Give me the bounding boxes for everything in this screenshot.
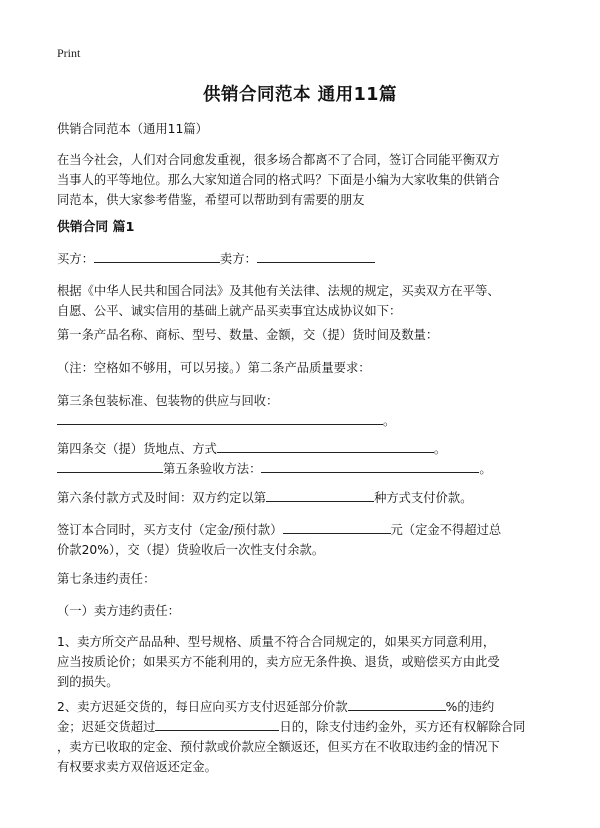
penalty-rate-blank — [348, 697, 446, 711]
document-title: 供销合同范本 通用11篇 — [203, 85, 397, 105]
article-6 — [57, 488, 551, 508]
item-line: 有权要求卖方双倍返还定金。 — [57, 760, 217, 774]
item-line: 1、卖方所交产品品种、型号规格、质量不符合合同规定的，如果买方同意利用， — [57, 635, 496, 649]
article-7: 第七条违约责任： — [57, 572, 156, 586]
item-2-delay-tail: 日的，除支付违约金外，买方还有权解除合同 — [279, 720, 526, 734]
preamble-paragraph — [57, 281, 551, 321]
seller-blank — [257, 249, 375, 263]
item-line: 到的损失。 — [57, 675, 119, 689]
punctuation: 。 — [383, 414, 396, 428]
intro-line: 同范本，供大家参考借鉴，希望可以帮助到有需要的朋友 — [57, 193, 365, 207]
article-5-label: 第五条验收方法： — [163, 462, 262, 476]
article-6-label: 第六条付款方式及时间：双方约定以第 — [57, 491, 267, 505]
seller-liability-heading: （一）卖方违约责任： — [57, 604, 180, 618]
buyer-label: 买方： — [57, 252, 94, 266]
payment-method-blank — [266, 488, 374, 502]
article-4-blank — [217, 439, 434, 453]
deposit-blank — [283, 520, 391, 534]
article-1: 第一条产品名称、商标、型号、数量、金额，交（提）货时间及数量： — [57, 328, 439, 342]
preamble-line: 根据《中华人民共和国合同法》及其他有关法律、法规的规定，买卖双方在平等、 — [57, 284, 500, 298]
intro-line: 当事人的平等地位。那么大家知道合同的格式吗？下面是小编为大家收集的供销合 — [57, 173, 500, 187]
item-2-tail: %的违约 — [445, 700, 495, 714]
signing-tail: 元（定金不得超过总 — [390, 523, 502, 537]
signing-label: 签订本合同时，买方支付（定金/预付款） — [57, 523, 283, 537]
section-heading: 供销合同 篇1 — [57, 220, 135, 235]
buyer-blank — [94, 249, 220, 263]
article-6-tail: 种方式支付价款。 — [374, 491, 473, 505]
preamble-line: 自愿、公平、诚实信用的基础上就产品买卖事宜达成协议如下： — [57, 304, 402, 318]
signing-paragraph — [57, 520, 551, 560]
article-2-note: （注：空格如不够用，可以另接。）第二条产品质量要求： — [57, 361, 371, 375]
article-4-blank-continued — [57, 459, 163, 473]
article-4-label: 第四条交（提）货地点、方式 — [57, 442, 217, 456]
article-3-blank — [57, 411, 383, 425]
print-link[interactable]: Print — [57, 46, 81, 60]
intro-line: 在当今社会，人们对合同愈发重视，很多场合都离不了合同，签订合同能平衡双方 — [57, 153, 500, 167]
seller-label: 卖方： — [219, 252, 257, 266]
party-line — [57, 249, 551, 269]
liability-item-1 — [57, 632, 551, 692]
intro-paragraph — [57, 150, 551, 210]
liability-item-2 — [57, 697, 551, 777]
article-4-5 — [57, 439, 551, 479]
article-5-blank — [261, 459, 479, 473]
article-3 — [57, 391, 551, 431]
punctuation: 。 — [433, 442, 447, 456]
signing-line: 价款20%），交（提）货验收后一次性支付余款。 — [57, 543, 325, 557]
document-subtitle: 供销合同范本（通用11篇） — [57, 122, 208, 136]
item-line: 应当按质论价；如果买方不能利用的，卖方应无条件换、退货，或赔偿买方由此受 — [57, 655, 500, 669]
article-3-label: 第三条包装标准、包装物的供应与回收： — [57, 394, 279, 408]
delay-days-blank — [155, 717, 279, 731]
item-2-label: 2、卖方迟延交货的，每日应向买方支付迟延部分价款 — [57, 700, 348, 714]
punctuation: 。 — [479, 462, 492, 476]
item-line: ，卖方已收取的定金、预付款或价款应全额返还，但买方在不收取违约金的情况下 — [57, 740, 500, 754]
item-2-delay-label: 金；迟延交货超过 — [57, 720, 156, 734]
